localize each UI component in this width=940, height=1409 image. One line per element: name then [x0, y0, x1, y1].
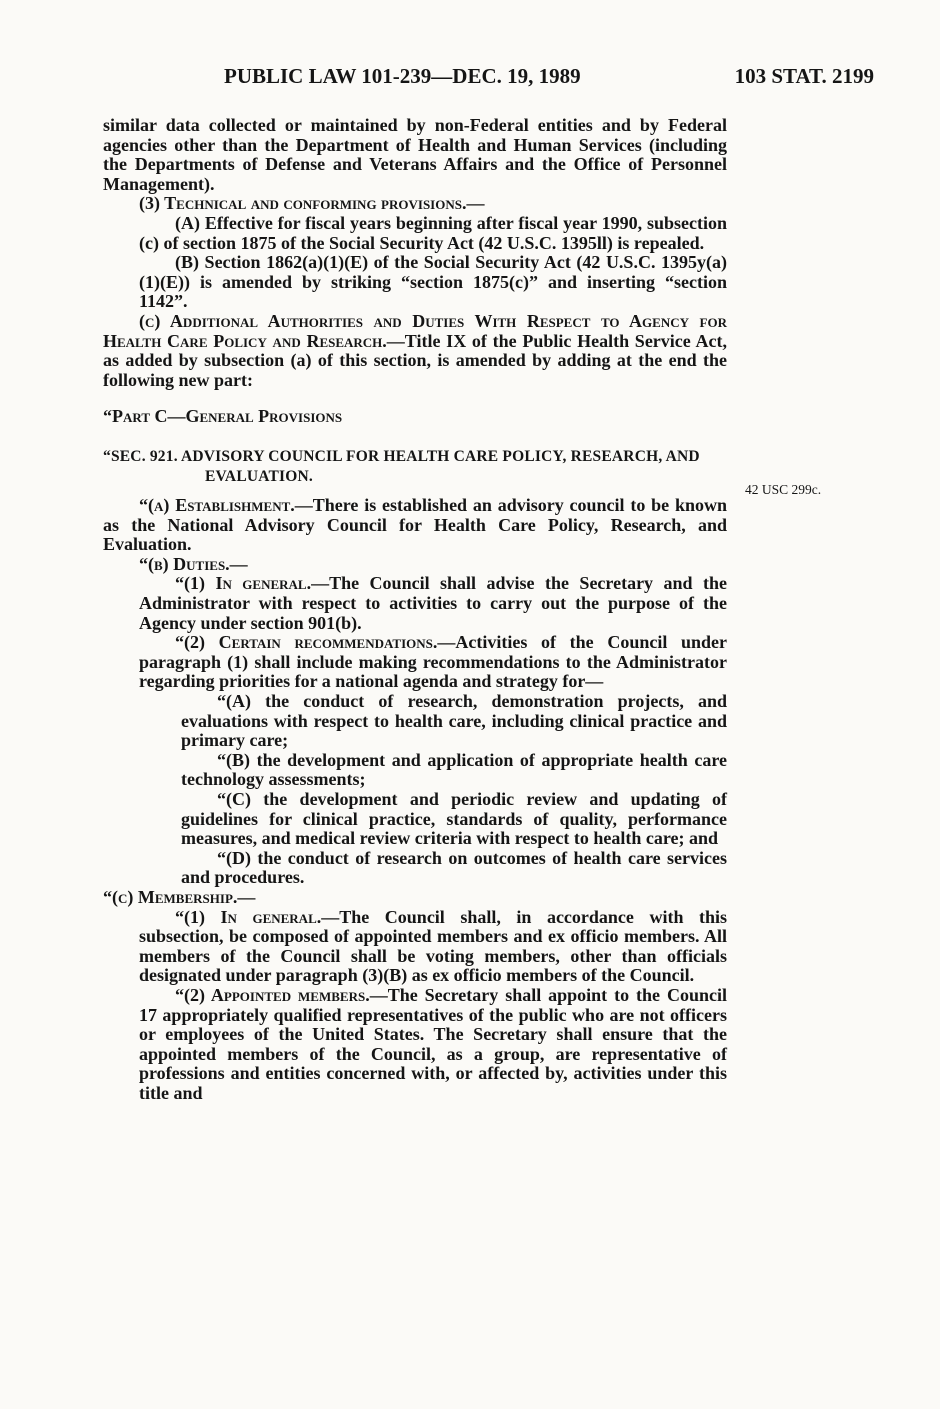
clause-b2c: “(C) the development and periodic review and updating of guidelines for clinical practice, standards of quality, performance measures, and medical review criteria with respect to health care; and — [181, 789, 727, 849]
subsection-c: (c) Additional Authorities and Duties With Respect to Agency for Health Care Policy and Research.—Title IX of the Public Health Service Act, as added by subsection (a) of this section, is amended by adding at the end the following new part: — [103, 310, 727, 390]
document-body — [103, 116, 727, 1104]
paragraph-3-heading: (3) Technical and conforming provisions.— — [139, 193, 485, 214]
paragraph-3a: (A) Effective for fiscal years beginning after fiscal year 1990, subsection (c) of section 1875 of the Social Security Act (42 U.S.C. 1395ll) is repealed. — [139, 212, 727, 253]
subsection-c-heading: “(c) Membership.— — [103, 886, 256, 907]
law-citation: PUBLIC LAW 101-239—DEC. 19, 1989 — [224, 64, 581, 88]
subsection-a: “(a) Establishment.—There is established an advisory council to be known as the National Advisory Council for Health Care Policy, Research, and Evaluation. — [103, 495, 727, 555]
part-title: “Part C—General Provisions — [103, 406, 343, 427]
paragraph-c1: “(1) In general.—The Council shall, in accordance with this subsection, be composed of appointed members and ex officio members. All members of the Council shall be voting members, other than officials designated under paragraph (3)(B) as ex officio members of the Council. — [139, 906, 728, 986]
section-title: “SEC. 921. ADVISORY COUNCIL FOR HEALTH CARE POLICY, RESEARCH, AND EVALUATION. — [103, 447, 700, 485]
paragraph-3b: (B) Section 1862(a)(1)(E) of the Social Security Act (42 U.S.C. 1395y(a)(1)(E)) is amended by striking “section 1875(c)” and inserting “section 1142”. — [139, 252, 727, 312]
paragraph-continuation: similar data collected or maintained by non-Federal entities and by Federal agencies other than the Department of Health and Human Services (including the Departments of Defense and Veterans Affairs and the Office of Personnel Management). — [103, 115, 727, 194]
margin-citation: 42 USC 299c. — [745, 482, 822, 497]
clause-b2d: “(D) the conduct of research on outcomes of health care services and procedures. — [181, 847, 727, 888]
stat-page-number: 103 STAT. 2199 — [734, 64, 874, 88]
subsection-b-heading: “(b) Duties.— — [139, 553, 248, 574]
paragraph-c2: “(2) Appointed members.—The Secretary shall appoint to the Council 17 appropriately qualified representatives of the public who are not officers or employees of the United States. The Secretary shall ensure that the appointed members of the Council, as a group, are representative of professions and entities concerned with, or affected by, activities under this title and — [139, 984, 727, 1103]
clause-b2b: “(B) the development and application of appropriate health care technology assessments; — [181, 749, 727, 790]
page-header — [224, 64, 874, 94]
paragraph-b1: “(1) In general.—The Council shall advise the Secretary and the Administrator with respect to activities to carry out the purpose of the Agency under section 901(b). — [139, 573, 727, 633]
clause-b2a: “(A) the conduct of research, demonstration projects, and evaluations with respect to health care, including clinical practice and primary care; — [181, 691, 727, 751]
paragraph-b2: “(2) Certain recommendations.—Activities of the Council under paragraph (1) shall include making recommendations to the Administrator regarding priorities for a national agenda and strategy for— — [139, 632, 728, 692]
